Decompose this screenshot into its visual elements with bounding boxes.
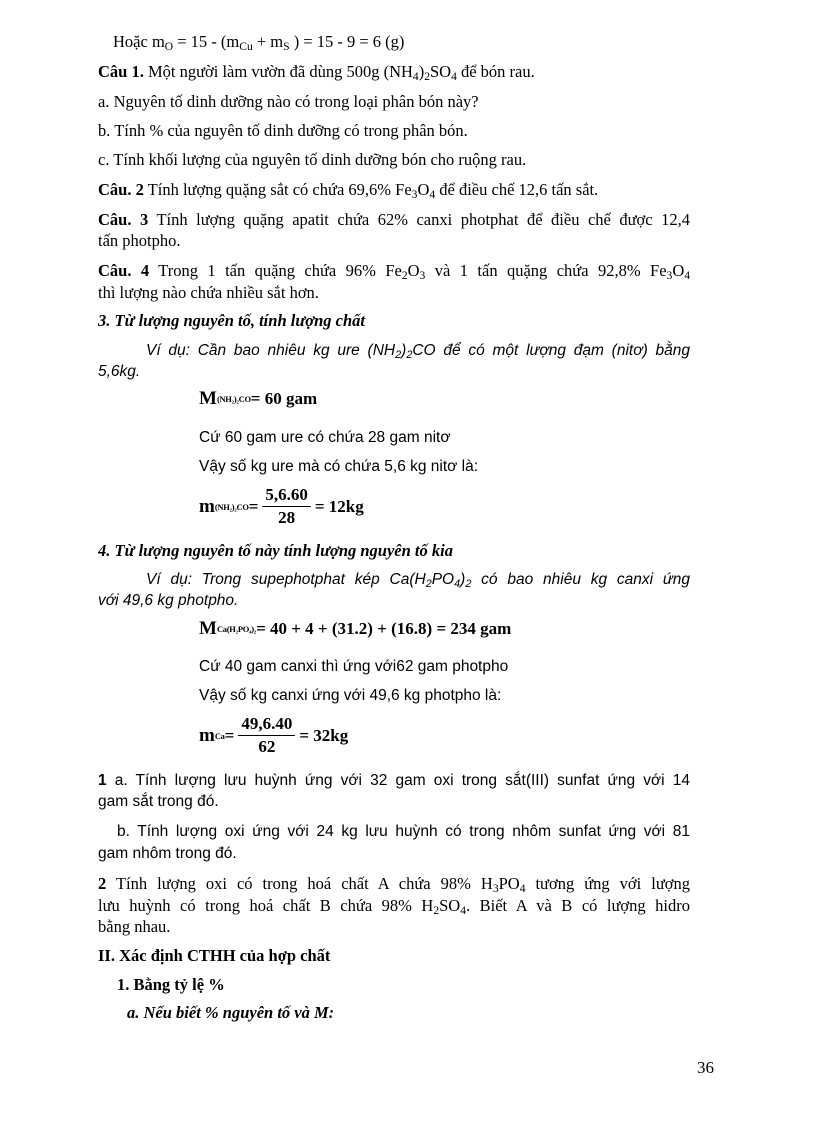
section-3-heading: 3. Từ lượng nguyên tố, tính lượng chất	[98, 311, 365, 330]
section-3-text-1: Cứ 60 gam ure có chứa 28 gam nitơ	[199, 429, 451, 446]
question-3: Câu. 3 Tính lượng quặng apatit chứa 62% canxi photphat để điều chế được 12,4	[98, 210, 690, 229]
fraction: $\frac{5,6.60}{28}$	[262, 485, 311, 528]
question-1c: c. Tính khối lượng của nguyên tố dinh dưỡng bón cho ruộng rau.	[98, 150, 527, 169]
equation-mass-calcium: m Ca = $\frac{49,6.40}{62}$ = 32kg	[199, 714, 349, 756]
section-4-example: Ví dụ: Trong supephotphat kép $Ca(H_2PO_4)_2$ có bao nhiêu kg canxi ứng	[146, 571, 690, 590]
section-3-text-2: Vậy số kg ure mà có chứa 5,6 kg nitơ là:	[199, 458, 479, 475]
section-4-text-1: Cứ 40 gam canxi thì ứng với62 gam photpho	[199, 658, 509, 675]
part-2-heading: II. Xác định CTHH của hợp chất	[98, 946, 331, 965]
section-3-example: Ví dụ: Cần bao nhiêu kg ure $(NH_2)_2CO$ để có một lượng đạm (nitơ) bằng	[146, 342, 690, 361]
exercise-2: 2 Tính lượng oxi có trong hoá chất A chứa 98% $H_3PO_4$ tương ứng với lượng	[98, 874, 690, 895]
question-3-line2: tấn photpho.	[98, 231, 181, 250]
exercise-1a-line2: gam sắt trong đó.	[98, 793, 219, 810]
question-1b: b. Tính % của nguyên tố dinh dưỡng có trong phân bón.	[98, 121, 468, 140]
equation-molar-mass-superphosphate: M Ca(H₂PO₄)₂ = 40 + 4 + (31.2) + (16.8) = 234 gam	[199, 618, 512, 639]
exercise-1b: b. Tính lượng oxi ứng với 24 kg lưu huỳnh có trong nhôm sunfat ứng với 81	[117, 823, 690, 840]
calc-line-mo: Hoặc $m_O = 15 - (m_{Cu} + m_S$ ) = 15 - 9 = 6 (g)	[113, 32, 405, 53]
question-4-line2: thì lượng nào chứa nhiều sắt hơn.	[98, 283, 319, 302]
section-3-example-line2: 5,6kg.	[98, 363, 141, 380]
page-number: 36	[697, 1058, 714, 1077]
exercise-1b-line2: gam nhôm trong đó.	[98, 845, 237, 862]
equation-molar-mass-urea: M (NH₂)₂CO = 60 gam	[199, 388, 318, 409]
exercise-2-line3: bằng nhau.	[98, 917, 171, 936]
part-2-subheading-1: 1. Bằng tỷ lệ %	[117, 975, 225, 994]
section-4-text-2: Vậy số kg canxi ứng với 49,6 kg photpho là:	[199, 687, 502, 704]
question-2: Câu. 2 Tính lượng quặng sắt có chứa 69,6% $Fe_3O_4$ để điều chế 12,6 tấn sắt.	[98, 180, 599, 201]
section-4-example-line2: với 49,6 kg photpho.	[98, 592, 239, 609]
section-4-heading: 4. Từ lượng nguyên tố này tính lượng nguyên tố kia	[98, 541, 453, 560]
exercise-2-line2: lưu huỳnh có trong hoá chất B chứa 98% $H_2SO_4$. Biết A và B có lượng hidro	[98, 896, 690, 917]
part-2-subheading-1a: a. Nếu biết % nguyên tố và M:	[127, 1003, 335, 1022]
equation-mass-urea: m (NH₂)₂CO = $\frac{5,6.60}{28}$ = 12kg	[199, 485, 364, 527]
question-1: Câu 1. Một người làm vườn đã dùng 500g $(NH_4)_2SO_4$ để bón rau.	[98, 62, 535, 83]
question-4: Câu. 4 Trong 1 tấn quặng chứa 96% $Fe_2O_3$ và 1 tấn quặng chứa 92,8% $Fe_3O_4$	[98, 261, 691, 282]
exercise-1a: 1 a. Tính lượng lưu huỳnh ứng với 32 gam oxi trong sắt(III) sunfat ứng với 14	[98, 772, 690, 789]
fraction: $\frac{49,6.40}{62}$	[238, 714, 295, 757]
question-1a: a. Nguyên tố dinh dưỡng nào có trong loại phân bón này?	[98, 92, 479, 111]
